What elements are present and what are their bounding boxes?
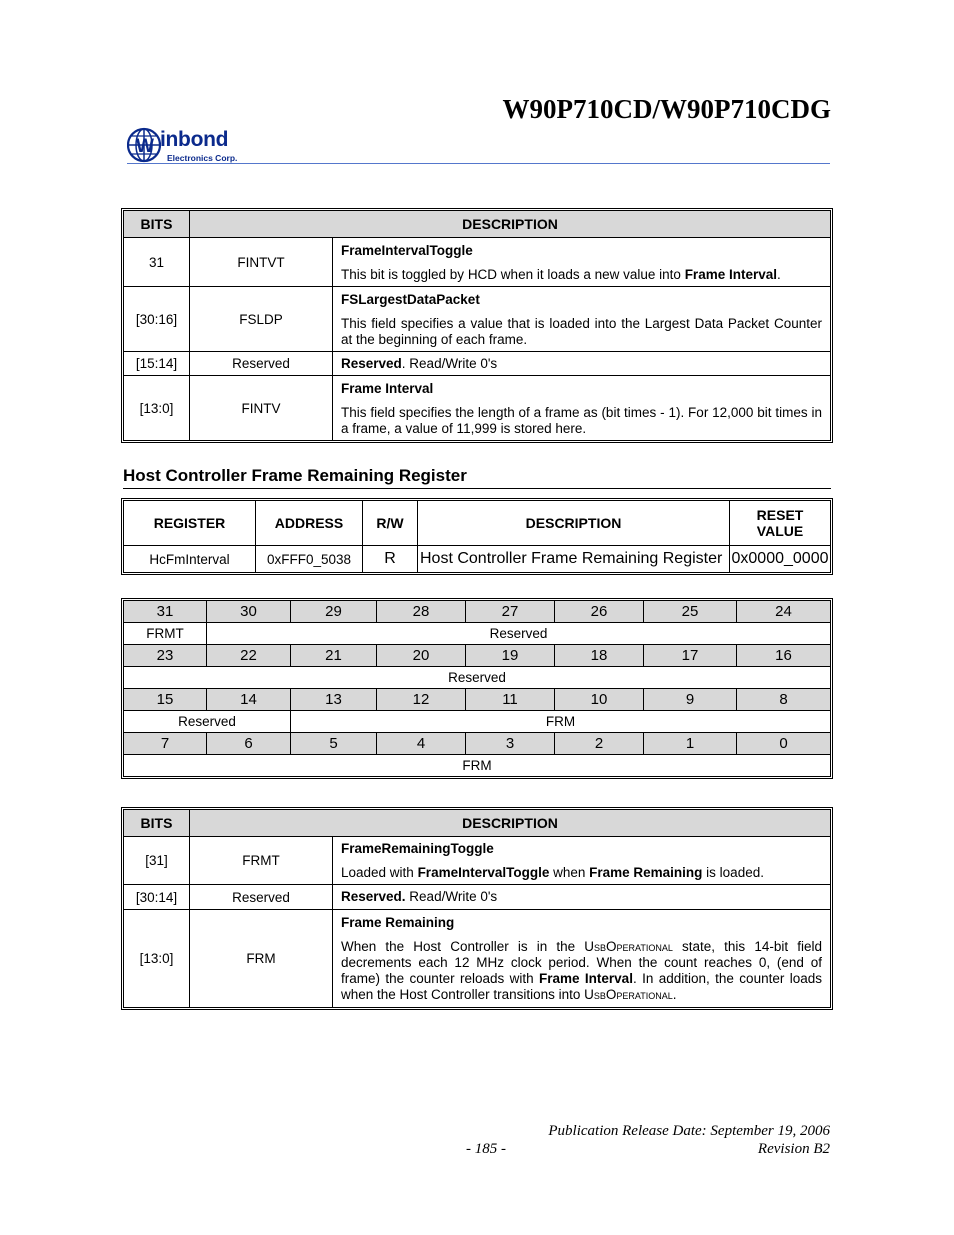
field-name: FRMT: [190, 837, 333, 885]
bit-number: 17: [644, 645, 737, 667]
table-row: [124, 837, 831, 885]
field-description: [333, 352, 831, 376]
bit-number: 4: [377, 733, 466, 755]
bit-field-frmt: FRMT: [124, 623, 207, 645]
bits-value: 31: [124, 238, 190, 287]
header-description: DESCRIPTION: [418, 501, 730, 546]
field-title: FSLargestDataPacket: [341, 291, 480, 307]
reset-label: RESET: [756, 507, 804, 523]
bit-number: 18: [555, 645, 644, 667]
field-title: FrameRemainingToggle: [341, 841, 494, 856]
desc-text: This bit is toggled by HCD when it loads a new value into: [341, 266, 685, 282]
bit-number: 2: [555, 733, 644, 755]
desc-bold: Frame Remaining: [589, 865, 703, 880]
field-name: Reserved: [190, 352, 333, 376]
desc-text: .: [672, 987, 677, 1002]
footer-release-date: Publication Release Date: September 19, 2006: [548, 1123, 830, 1139]
bit-number-row: [124, 689, 831, 711]
field-title: FrameIntervalToggle: [341, 242, 473, 258]
bit-field-row: [124, 623, 831, 645]
field-name: FINTV: [190, 376, 333, 441]
bit-number: 29: [291, 601, 377, 623]
header-bits: BITS: [124, 810, 190, 837]
desc-text: This field specifies a value that is loaded into the Largest Data Packet Counter at the beginning of each frame.: [341, 315, 822, 347]
bit-field-frm: FRM: [124, 755, 831, 777]
bit-number: 30: [207, 601, 291, 623]
table-row: [124, 910, 831, 1008]
register-table: [123, 500, 831, 573]
desc-text: .: [776, 266, 781, 282]
field-description: [333, 287, 831, 352]
header-rule: [127, 163, 830, 164]
bit-map-table: [123, 600, 831, 777]
field-description: [333, 910, 831, 1008]
bit-number: 0: [737, 733, 831, 755]
bit-number: 6: [207, 733, 291, 755]
register-name: HcFmInterval: [124, 546, 256, 573]
bit-field-frm: FRM: [291, 711, 831, 733]
header-address: ADDRESS: [256, 501, 363, 546]
bit-number: 24: [737, 601, 831, 623]
header-reset-value: [730, 501, 831, 546]
desc-smallcaps: UsbOperational: [584, 987, 673, 1002]
table-row: [124, 287, 831, 352]
bit-number: 7: [124, 733, 207, 755]
register-rw: R: [363, 546, 418, 573]
bit-number: 25: [644, 601, 737, 623]
bit-number: 8: [737, 689, 831, 711]
bit-number: 31: [124, 601, 207, 623]
bit-field-row: [124, 755, 831, 777]
bits-value: [30:16]: [124, 287, 190, 352]
register-row: [124, 546, 831, 573]
desc-smallcaps: UsbOperational: [584, 939, 673, 954]
bits-description-table-2: [123, 809, 831, 1008]
globe-icon: [127, 126, 161, 164]
bit-number: 27: [466, 601, 555, 623]
header-register: REGISTER: [124, 501, 256, 546]
header-description: DESCRIPTION: [190, 810, 831, 837]
desc-text: is loaded.: [702, 865, 764, 880]
bit-number: 15: [124, 689, 207, 711]
bit-number: 14: [207, 689, 291, 711]
page-number: - 185 -: [466, 1141, 506, 1157]
bits-value: [13:0]: [124, 376, 190, 441]
bits-value: [15:14]: [124, 352, 190, 376]
bit-field-reserved: Reserved: [124, 667, 831, 689]
field-title: Frame Remaining: [341, 915, 455, 930]
logo-subtitle: Electronics Corp.: [167, 153, 238, 163]
bits-description-table-1: [123, 210, 831, 441]
header-bits: BITS: [124, 211, 190, 238]
desc-bold: Frame Interval: [684, 266, 777, 282]
table-row: [124, 352, 831, 376]
desc-bold: Reserved.: [341, 889, 406, 904]
bit-number: 26: [555, 601, 644, 623]
bit-number: 22: [207, 645, 291, 667]
bit-number: 11: [466, 689, 555, 711]
bit-number: 16: [737, 645, 831, 667]
bit-number: 10: [555, 689, 644, 711]
bits-value: [31]: [124, 837, 190, 885]
bit-field-reserved: Reserved: [124, 711, 291, 733]
bit-number: 9: [644, 689, 737, 711]
desc-bold: FrameIntervalToggle: [417, 865, 550, 880]
desc-text: . Read/Write 0's: [401, 355, 498, 371]
bit-number: 3: [466, 733, 555, 755]
bits-value: [13:0]: [124, 910, 190, 1008]
field-description: [333, 885, 831, 910]
bit-number: 13: [291, 689, 377, 711]
bit-number: 5: [291, 733, 377, 755]
bit-number: 23: [124, 645, 207, 667]
register-description: Host Controller Frame Remaining Register: [418, 546, 730, 573]
desc-bold: Reserved: [341, 355, 402, 371]
winbond-logo: [127, 126, 252, 166]
logo-wordmark: inbond: [160, 128, 229, 151]
desc-text: when: [549, 865, 590, 880]
register-reset-value: 0x0000_0000: [730, 546, 831, 573]
table-row: [124, 238, 831, 287]
field-description: [333, 837, 831, 885]
field-name: FINTVT: [190, 238, 333, 287]
field-title: Frame Interval: [341, 380, 434, 396]
footer-revision: Revision B2: [757, 1141, 830, 1157]
bit-number: 19: [466, 645, 555, 667]
field-description: [333, 376, 831, 441]
bit-number: 28: [377, 601, 466, 623]
bit-number: 1: [644, 733, 737, 755]
desc-text: When the Host Controller is in the: [341, 939, 585, 954]
table-row: [124, 885, 831, 910]
value-label: VALUE: [756, 523, 804, 539]
bit-field-row: [124, 667, 831, 689]
section-heading: Host Controller Frame Remaining Register: [123, 466, 831, 489]
field-name: FRM: [190, 910, 333, 1008]
register-address: 0xFFF0_5038: [256, 546, 363, 573]
field-description: [333, 238, 831, 287]
desc-text: state, this 14-bit field decrements each 12 MHz clock period. When the count reaches 0, (end of frame) the counter reloads with: [341, 939, 822, 986]
table-row: [124, 376, 831, 441]
header-rw: R/W: [363, 501, 418, 546]
bit-number-row: [124, 645, 831, 667]
bit-field-reserved: Reserved: [207, 623, 831, 645]
field-name: Reserved: [190, 885, 333, 910]
header-description: DESCRIPTION: [190, 211, 831, 238]
field-name: FSLDP: [190, 287, 333, 352]
logo-initial: W: [136, 136, 154, 157]
document-title: W90P710CD/W90P710CDG: [502, 94, 831, 124]
desc-text: This field specifies the length of a frame as (bit times - 1). For 12,000 bit times in a frame, a value of 11,999 is stored here.: [341, 404, 822, 436]
bit-number: 12: [377, 689, 466, 711]
bit-number-row: [124, 601, 831, 623]
desc-text: Loaded with: [341, 865, 418, 880]
bits-value: [30:14]: [124, 885, 190, 910]
desc-text: Read/Write 0's: [405, 889, 498, 904]
desc-bold: Frame Interval: [539, 971, 633, 986]
desc-text: . In addition, the counter loads when the Host Controller transitions into: [341, 971, 823, 1002]
bit-field-row: [124, 711, 831, 733]
bit-number-row: [124, 733, 831, 755]
bit-number: 20: [377, 645, 466, 667]
bit-number: 21: [291, 645, 377, 667]
